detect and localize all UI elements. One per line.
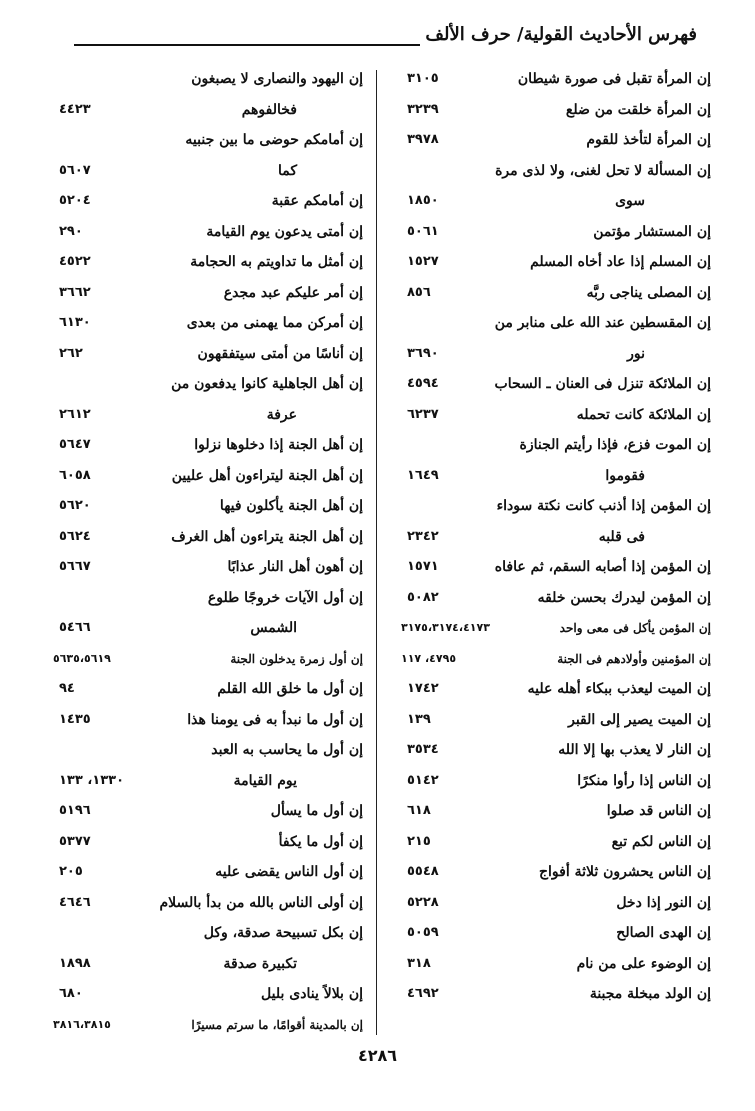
page-number: ٤٢٨٦ bbox=[357, 1046, 398, 1065]
entry-text: إن بلالاً ينادى بليل bbox=[261, 986, 363, 1002]
index-entry bbox=[53, 613, 363, 644]
entry-ref-number: ٣٦٦٢ bbox=[59, 284, 91, 300]
entry-ref-number: ٥٤٦٦ bbox=[59, 620, 91, 635]
index-entry bbox=[401, 339, 711, 370]
index-entry bbox=[401, 95, 711, 126]
entry-ref-number: ٥٢٠٤ bbox=[59, 193, 91, 208]
entry-text: إن أول زمرة يدخلون الجنة bbox=[230, 651, 363, 666]
index-entry bbox=[53, 766, 363, 797]
index-entry bbox=[53, 583, 363, 614]
entry-text: إن المؤمن إذا أصابه السقم، ثم عافاه bbox=[494, 559, 711, 575]
entry-text: إن المؤمن إذا أذنب كانت نكتة سوداء bbox=[496, 498, 711, 514]
index-entry bbox=[53, 918, 363, 949]
entry-text: إن أمر عليكم عبد مجدع bbox=[223, 284, 363, 301]
entry-ref-number: ٦٠٥٨ bbox=[59, 467, 91, 483]
index-entry bbox=[401, 644, 711, 675]
entry-ref-number: ٢٩٠ bbox=[59, 223, 83, 239]
index-entry bbox=[53, 125, 363, 156]
entry-ref-number: ١٤٣٥ bbox=[59, 711, 91, 727]
index-entry bbox=[401, 186, 711, 217]
index-entry bbox=[53, 735, 363, 766]
index-entry bbox=[53, 674, 363, 705]
entry-ref-number: ٣١٠٥ bbox=[407, 71, 439, 86]
entry-text: إن أول الناس يقضى عليه bbox=[215, 864, 363, 880]
entry-ref-number: ٦١٨ bbox=[407, 803, 431, 818]
index-entry bbox=[401, 705, 711, 736]
entry-text: إن أولى الناس بالله من بدأ بالسلام bbox=[159, 894, 363, 911]
entry-text: إن أهون أهل النار عذابًا bbox=[227, 559, 363, 575]
index-entry bbox=[53, 888, 363, 919]
index-entry bbox=[53, 857, 363, 888]
entry-ref-number: ١٣٩ bbox=[407, 711, 431, 727]
entry-text: إن أول ما يسأل bbox=[270, 803, 363, 819]
index-entry bbox=[401, 735, 711, 766]
entry-ref-number: ٩٤ bbox=[59, 681, 75, 696]
entry-ref-number: ١٨٥٠ bbox=[407, 193, 439, 208]
entry-text: إن أهل الجاهلية كانوا يدفعون من bbox=[171, 376, 363, 392]
entry-text: إن أول ما يحاسب به العبد bbox=[211, 742, 363, 758]
entry-text: إن المرأة لتأخذ للقوم bbox=[586, 132, 711, 148]
index-entry bbox=[53, 95, 363, 126]
entry-text: إن الناس قد صلوا bbox=[606, 803, 711, 819]
index-entry bbox=[53, 369, 363, 400]
entry-text: إن المسألة لا تحل لغنى، ولا لذى مرة bbox=[495, 162, 711, 179]
index-entry bbox=[401, 613, 711, 644]
entry-ref-number: ٤٥٢٢ bbox=[59, 254, 91, 269]
index-entry bbox=[401, 552, 711, 583]
index-entry bbox=[53, 705, 363, 736]
entry-text: إن الهدى الصالح bbox=[616, 925, 711, 941]
entry-ref-number: ٥٦٣٥،٥٦١٩ bbox=[53, 651, 111, 665]
index-entry bbox=[401, 278, 711, 309]
index-entry bbox=[53, 217, 363, 248]
index-entry bbox=[401, 491, 711, 522]
entry-text: الشمس bbox=[250, 620, 297, 636]
entry-text: إن أمركن مما يهمنى من بعدى bbox=[186, 315, 363, 331]
entry-ref-number: ٥٦٠٧ bbox=[59, 162, 91, 178]
entry-text: إن الميت يصير إلى القبر bbox=[568, 711, 711, 728]
entry-text: إن النور إذا دخل bbox=[616, 894, 711, 911]
index-column-left bbox=[53, 64, 363, 1040]
index-entry bbox=[401, 308, 711, 339]
entry-text: يوم القيامة bbox=[233, 772, 297, 789]
entry-text: إن بكل تسبيحة صدقة، وكل bbox=[203, 925, 363, 941]
entry-text: فى قلبه bbox=[598, 528, 645, 545]
entry-text: إن أهل الجنة ليتراءون أهل عليين bbox=[171, 467, 363, 484]
entry-ref-number: ٣٦٩٠ bbox=[407, 345, 439, 361]
entry-ref-number: ٤٧٩٥، ١١٧ bbox=[401, 651, 457, 665]
entry-ref-number: ٥٠٦١ bbox=[407, 223, 439, 239]
entry-ref-number: ٦٢٣٧ bbox=[407, 406, 439, 422]
entry-text: إن الموت فزع، فإذا رأيتم الجنازة bbox=[519, 437, 711, 453]
entry-ref-number: ١٦٤٩ bbox=[407, 467, 439, 483]
index-entry bbox=[401, 125, 711, 156]
entry-text: إن الملائكة كانت تحمله bbox=[576, 406, 711, 423]
entry-text: فقوموا bbox=[605, 467, 645, 484]
entry-ref-number: ١٣٣٠، ١٣٣ bbox=[59, 772, 125, 788]
index-entry bbox=[53, 400, 363, 431]
entry-ref-number: ٣٩٧٨ bbox=[407, 132, 439, 147]
index-entry bbox=[53, 949, 363, 980]
entry-ref-number: ١٧٤٢ bbox=[407, 681, 439, 696]
index-entry bbox=[401, 156, 711, 187]
entry-ref-number: ٦١٣٠ bbox=[59, 315, 91, 330]
entry-text: إن الوضوء على من نام bbox=[576, 955, 711, 972]
index-entry bbox=[401, 400, 711, 431]
index-entry bbox=[401, 857, 711, 888]
entry-text: إن بالمدينة أقوامًا، ما سرتم مسيرًا bbox=[191, 1017, 363, 1032]
entry-text: إن أول ما يكفأ bbox=[278, 833, 363, 850]
index-entry bbox=[401, 918, 711, 949]
entry-text: إن أهل الجنة يأكلون فيها bbox=[219, 498, 363, 514]
entry-text: إن أناسًا من أمتى سيتفقهون bbox=[197, 345, 363, 362]
index-entry bbox=[401, 247, 711, 278]
index-entry bbox=[53, 308, 363, 339]
entry-text: فخالفوهم bbox=[241, 101, 297, 118]
entry-text: إن أمامكم عقبة bbox=[271, 193, 363, 209]
entry-text: إن أول ما نبدأ به فى يومنا هذا bbox=[187, 711, 363, 728]
entry-text: إن المؤمنين وأولادهم فى الجنة bbox=[557, 651, 711, 666]
entry-ref-number: ٥١٩٦ bbox=[59, 803, 91, 818]
entry-ref-number: ٣١٧٥،٣١٧٤،٤١٧٣ bbox=[401, 621, 490, 634]
index-entry bbox=[401, 64, 711, 95]
entry-ref-number: ٥٢٢٨ bbox=[407, 894, 439, 910]
entry-ref-number: ٤٤٢٣ bbox=[59, 101, 91, 117]
entry-text: إن اليهود والنصارى لا يصبغون bbox=[191, 71, 363, 87]
index-entry bbox=[401, 888, 711, 919]
index-entry bbox=[53, 430, 363, 461]
entry-ref-number: ٤٦٤٦ bbox=[59, 894, 91, 910]
entry-ref-number: ٥٦٢٠ bbox=[59, 498, 91, 513]
entry-text: إن المؤمن ليدرك بحسن خلقه bbox=[537, 589, 711, 606]
index-entry bbox=[401, 461, 711, 492]
index-entry bbox=[53, 247, 363, 278]
entry-text: إن المستشار مؤتمن bbox=[593, 223, 711, 240]
entry-text: إن الميت ليعذب ببكاء أهله عليه bbox=[527, 681, 711, 697]
entry-ref-number: ٢٣٤٢ bbox=[407, 528, 439, 544]
entry-text: إن المؤمن يأكل فى معى واحد bbox=[559, 621, 711, 635]
entry-ref-number: ٥١٤٢ bbox=[407, 772, 439, 788]
entry-ref-number: ٢٦٢ bbox=[59, 345, 83, 361]
index-entry bbox=[401, 766, 711, 797]
header-rule bbox=[74, 44, 420, 46]
index-entry bbox=[53, 461, 363, 492]
index-entry bbox=[401, 583, 711, 614]
entry-ref-number: ٥٦٤٧ bbox=[59, 437, 91, 452]
entry-ref-number: ٣٥٣٤ bbox=[407, 742, 439, 757]
index-entry bbox=[401, 796, 711, 827]
entry-ref-number: ٣٢٣٩ bbox=[407, 101, 439, 117]
index-entry bbox=[53, 491, 363, 522]
entry-ref-number: ٥٣٧٧ bbox=[59, 833, 91, 849]
entry-text: إن أمامكم حوضى ما بين جنبيه bbox=[185, 132, 363, 148]
entry-ref-number: ٥٠٥٩ bbox=[407, 925, 439, 940]
column-divider bbox=[376, 70, 377, 1035]
index-entry bbox=[401, 949, 711, 980]
entry-ref-number: ١٨٩٨ bbox=[59, 955, 91, 971]
entry-text: سوى bbox=[615, 193, 645, 209]
entry-text: إن النار لا يعذب بها إلا الله bbox=[558, 742, 711, 758]
entry-text: إن المصلى يناجى ربَّه bbox=[586, 284, 711, 301]
entry-ref-number: ٨٥٦ bbox=[407, 284, 431, 300]
entry-text: إن الناس يحشرون ثلاثة أفواج bbox=[539, 864, 711, 880]
entry-text: إن أمتى يدعون يوم القيامة bbox=[206, 223, 363, 240]
entry-text: إن أول الآيات خروجًا طلوع bbox=[207, 589, 363, 606]
entry-text: إن الملائكة تنزل فى العنان ـ السحاب bbox=[494, 376, 711, 392]
entry-ref-number: ٥٥٤٨ bbox=[407, 864, 439, 879]
index-entry bbox=[53, 186, 363, 217]
entry-ref-number: ١٥٢٧ bbox=[407, 254, 439, 269]
entry-text: إن أهل الجنة إذا دخلوها نزلوا bbox=[194, 437, 363, 453]
index-entry bbox=[53, 1010, 363, 1041]
index-entry bbox=[401, 522, 711, 553]
entry-ref-number: ٥٦٦٧ bbox=[59, 559, 91, 574]
entry-text: إن المرأة تقبل فى صورة شيطان bbox=[517, 71, 711, 87]
entry-ref-number: ٢٦١٢ bbox=[59, 406, 91, 422]
index-entry bbox=[53, 552, 363, 583]
index-entry bbox=[401, 217, 711, 248]
entry-text: إن أمثل ما تداويتم به الحجامة bbox=[190, 254, 363, 270]
index-entry bbox=[53, 64, 363, 95]
entry-text: إن الناس إذا رأوا منكرًا bbox=[577, 772, 711, 789]
entry-text: نور bbox=[627, 345, 645, 362]
entry-text: إن المقسطين عند الله على منابر من bbox=[494, 315, 711, 331]
index-entry bbox=[53, 156, 363, 187]
entry-ref-number: ٢١٥ bbox=[407, 833, 431, 849]
index-entry bbox=[53, 827, 363, 858]
index-entry bbox=[401, 979, 711, 1010]
entry-text: إن المسلم إذا عاد أخاه المسلم bbox=[530, 254, 711, 270]
entry-ref-number: ١٥٧١ bbox=[407, 559, 439, 574]
index-entry bbox=[53, 522, 363, 553]
index-entry bbox=[53, 278, 363, 309]
entry-ref-number: ٢٠٥ bbox=[59, 864, 83, 879]
index-column-right bbox=[401, 64, 711, 1040]
entry-text: إن الولد مبخلة مجبنة bbox=[589, 986, 711, 1002]
index-entry bbox=[53, 979, 363, 1010]
entry-ref-number: ٥٠٨٢ bbox=[407, 589, 439, 605]
entry-ref-number: ٦٨٠ bbox=[59, 986, 83, 1001]
entry-text: إن أهل الجنة يتراءون أهل الغرف bbox=[171, 528, 363, 545]
entry-text: إن أول ما خلق الله القلم bbox=[217, 681, 363, 697]
entry-text: تكبيرة صدقة bbox=[223, 955, 297, 972]
index-entry bbox=[53, 339, 363, 370]
entry-ref-number: ٤٥٩٤ bbox=[407, 376, 439, 391]
page-header-title: فهرس الأحاديث القولية/ حرف الألف bbox=[425, 24, 697, 45]
index-entry bbox=[53, 644, 363, 675]
index-entry bbox=[53, 796, 363, 827]
index-entry bbox=[401, 369, 711, 400]
index-entry bbox=[401, 674, 711, 705]
index-entry bbox=[401, 827, 711, 858]
entry-text: عرفة bbox=[266, 406, 297, 423]
entry-text: كما bbox=[277, 162, 297, 179]
entry-ref-number: ٤٦٩٢ bbox=[407, 986, 439, 1001]
entry-ref-number: ٣٨١٦،٣٨١٥ bbox=[53, 1017, 111, 1031]
entry-text: إن المرأة خلقت من ضلع bbox=[565, 101, 711, 118]
entry-ref-number: ٥٦٢٤ bbox=[59, 528, 91, 544]
entry-text: إن الناس لكم تبع bbox=[611, 833, 711, 850]
index-entry bbox=[401, 430, 711, 461]
entry-ref-number: ٣١٨ bbox=[407, 955, 431, 971]
